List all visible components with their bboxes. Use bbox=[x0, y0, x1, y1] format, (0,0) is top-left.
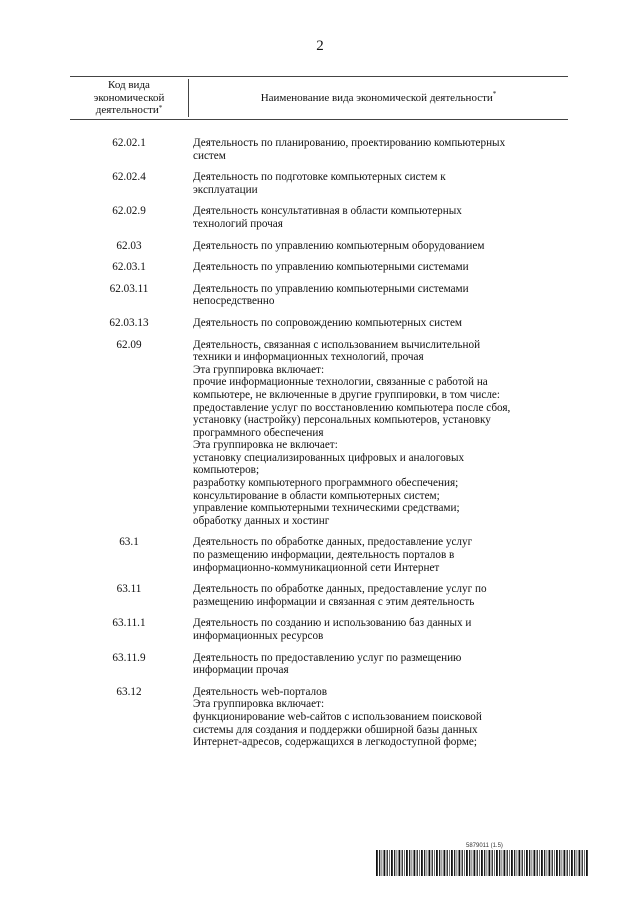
description-line: Деятельность по созданию и использованию баз данных и bbox=[193, 617, 472, 630]
table-row bbox=[70, 240, 568, 253]
activity-code: 62.02.4 bbox=[112, 171, 146, 184]
description-line: техники и информационных технологий, прочая bbox=[193, 351, 424, 364]
name-column-header: Наименование вида экономической деятельности* bbox=[260, 90, 497, 104]
table-row bbox=[70, 652, 568, 677]
code-header-line: деятельности* bbox=[95, 104, 163, 117]
page-number: 2 bbox=[316, 38, 324, 54]
table-row bbox=[70, 137, 568, 162]
description-line: эксплуатации bbox=[193, 183, 258, 196]
description-line: Деятельность по планированию, проектированию компьютерных bbox=[193, 137, 506, 149]
activity-description bbox=[188, 261, 568, 274]
activity-code: 63.11 bbox=[116, 583, 142, 596]
description-line: обработку данных и хостинг bbox=[193, 514, 330, 527]
activity-description bbox=[188, 652, 568, 677]
table-row bbox=[70, 339, 568, 528]
description-line: прочие информационные технологии, связанные с работой на bbox=[193, 376, 488, 389]
description-line: предоставление услуг по восстановлению компьютера после сбоя, bbox=[193, 401, 511, 414]
table-row bbox=[70, 205, 568, 230]
table-row bbox=[70, 536, 568, 574]
description-line: Деятельность по управлению компьютерными системами bbox=[193, 282, 469, 295]
table-row bbox=[70, 617, 568, 642]
activity-description bbox=[188, 137, 568, 162]
description-line: Эта группировка включает: bbox=[193, 363, 325, 376]
description-line: Деятельность по обработке данных, предоставление услуг bbox=[193, 536, 473, 549]
description-line: технологий прочая bbox=[193, 217, 283, 230]
description-line: функционирование web-сайтов с использованием поисковой bbox=[193, 710, 482, 723]
description-line: компьютере, не включенные в другие группировки, в том числе: bbox=[193, 388, 500, 401]
footnote-mark: * bbox=[492, 90, 497, 98]
description-line: программного обеспечения bbox=[193, 426, 324, 439]
description-line: разработку компьютерного программного обеспечения; bbox=[193, 477, 459, 490]
table-header bbox=[70, 76, 568, 120]
description-line: управление компьютерными техническими средствами; bbox=[193, 502, 460, 515]
description-line: размещению информации и связанная с этим деятельность bbox=[193, 595, 475, 608]
activity-description bbox=[188, 686, 568, 749]
description-line: консультирование в области компьютерных систем; bbox=[193, 489, 440, 502]
description-line: Деятельность, связанная с использованием вычислительной bbox=[193, 338, 481, 351]
activity-description bbox=[188, 240, 568, 253]
table-row bbox=[70, 171, 568, 196]
description-line: непосредственно bbox=[193, 295, 275, 308]
description-line: информации прочая bbox=[193, 664, 289, 677]
description-line: Интернет-адресов, содержащихся в легкодоступной форме; bbox=[193, 736, 477, 749]
description-line: Деятельность по сопровождению компьютерных систем bbox=[193, 316, 463, 329]
table-row bbox=[70, 583, 568, 608]
activity-code: 62.02.1 bbox=[112, 137, 146, 149]
code-header-line: экономической bbox=[93, 91, 165, 104]
activity-code: 62.03.1 bbox=[112, 261, 146, 274]
activity-code: 62.03 bbox=[116, 239, 142, 252]
activity-description bbox=[188, 317, 568, 330]
barcode-label: 5879011 (1.5) bbox=[466, 843, 503, 849]
description-line: Деятельность по подготовке компьютерных систем к bbox=[193, 171, 446, 184]
description-line: Деятельность консультативная в области компьютерных bbox=[193, 205, 462, 218]
barcode-image bbox=[376, 850, 588, 876]
description-line: компьютеров; bbox=[193, 464, 260, 477]
description-line: систем bbox=[193, 149, 226, 162]
activity-description bbox=[188, 536, 568, 574]
table-row bbox=[70, 317, 568, 330]
table-row bbox=[70, 686, 568, 749]
activity-table bbox=[70, 137, 568, 758]
activity-description bbox=[188, 171, 568, 196]
footnote-mark: * bbox=[158, 104, 163, 113]
description-line: Деятельность по управлению компьютерным оборудованием bbox=[193, 239, 485, 252]
activity-description bbox=[188, 205, 568, 230]
code-column-header bbox=[70, 79, 189, 117]
description-line: установку специализированных цифровых и аналоговых bbox=[193, 451, 465, 464]
description-line: системы для создания и поддержки обширной базы данных bbox=[193, 723, 478, 736]
description-line: Деятельность web-порталов bbox=[193, 685, 327, 698]
activity-description bbox=[188, 283, 568, 308]
description-line: Деятельность по обработке данных, предоставление услуг по bbox=[193, 583, 487, 596]
activity-code: 62.02.9 bbox=[112, 205, 146, 218]
description-line: Эта группировка не включает: bbox=[193, 439, 338, 452]
activity-code: 62.03.11 bbox=[109, 282, 149, 295]
description-line: по размещению информации, деятельность порталов в bbox=[193, 549, 455, 562]
description-line: Деятельность по управлению компьютерными системами bbox=[193, 261, 469, 274]
activity-code: 62.09 bbox=[116, 338, 142, 351]
activity-description bbox=[188, 583, 568, 608]
activity-code: 63.12 bbox=[116, 685, 142, 698]
code-header-line: Код вида bbox=[108, 79, 150, 91]
table-row bbox=[70, 283, 568, 308]
description-line: установку (настройку) персональных компьютеров, установку bbox=[193, 414, 491, 427]
description-line: Эта группировка включает: bbox=[193, 698, 325, 711]
table-row bbox=[70, 261, 568, 274]
description-line: информационно-коммуникационной сети Интернет bbox=[193, 561, 440, 574]
activity-code: 62.03.13 bbox=[109, 316, 149, 329]
description-line: Деятельность по предоставлению услуг по размещению bbox=[193, 651, 462, 664]
description-line: информационных ресурсов bbox=[193, 630, 324, 642]
activity-description bbox=[188, 617, 568, 642]
activity-code: 63.1 bbox=[119, 536, 139, 549]
activity-code: 63.11.1 bbox=[112, 617, 146, 630]
activity-description bbox=[188, 339, 568, 528]
activity-code: 63.11.9 bbox=[112, 651, 146, 664]
